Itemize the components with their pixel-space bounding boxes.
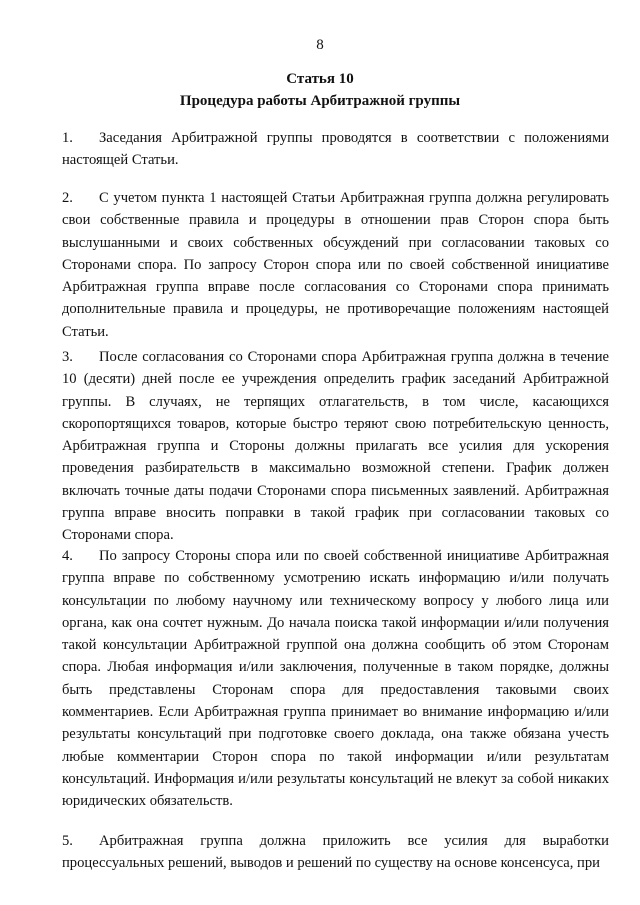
paragraph-number: 2. — [62, 190, 73, 206]
paragraph-text: Арбитражная группа должна приложить все усилия для выработки процессуальных решений, выводов и решений по существу на основе консенсуса, при — [62, 833, 609, 872]
paragraph-2 — [62, 187, 609, 343]
paragraph-text: После согласования со Сторонами спора Арбитражная группа должна в течение 10 (десяти) дней после ее учреждения определить график заседаний Арбитражной группы. В случаях, не терпящих отлагательств, в том числе, касающихся скоропортящихся товаров, которые быстро теряют свою потребительскую ценность, Арбитражная группа и Стороны должны прилагать все усилия для ускорения проведения разбирательств в максимально возможной степени. График должен включать точные даты подачи Сторонами спора письменных заявлений. Арбитражная группа вправе вносить поправки в такой график при согласовании таковых со Сторонами спора. — [62, 349, 609, 544]
paragraph-text: С учетом пункта 1 настоящей Статьи Арбитражная группа должна регулировать свои собственные правила и процедуры в отношении прав Сторон спора быть выслушанными и своих собственных обсуждений при согласовании таковых со Сторонами спора. По запросу Сторон спора или по своей собственной инициативе Арбитражная группа вправе после согласования со Сторонами спора принимать дополнительные правила и процедуры, не противоречащие положениям настоящей Статьи. — [62, 190, 609, 340]
paragraph-number: 3. — [62, 349, 73, 365]
paragraph-1 — [62, 127, 609, 172]
article-title: Статья 10 — [286, 71, 354, 87]
paragraph-number: 5. — [62, 833, 73, 849]
paragraph-number: 4. — [62, 548, 73, 564]
paragraph-number: 1. — [62, 130, 73, 146]
paragraph-4 — [62, 545, 609, 813]
paragraph-text: По запросу Стороны спора или по своей собственной инициативе Арбитражная группа вправе по собственному усмотрению искать информацию и/или получать консультации по любому научному или техническому вопросу у любого лица или органа, как она сочтет нужным. До начала поиска такой информации и/или получения такой консультации Арбитражной группой она должна сообщить об этом Сторонам спора. Любая информация и/или заключения, полученные в таком порядке, должны быть представлены Сторонам спора для предоставления таковыми своих комментариев. Если Арбитражная группа принимает во внимание информацию и/или результаты консультаций при подготовке своего доклада, она также обязана учесть любые комментарии Сторон спора по такой информации и/или результатам консультаций. Информация и/или результаты консультаций не влекут за собой никаких юридических обязательств. — [62, 548, 609, 810]
paragraph-5 — [62, 830, 609, 875]
paragraph-3 — [62, 346, 609, 547]
page-number: 8 — [316, 37, 324, 53]
article-subtitle: Процедура работы Арбитражной группы — [179, 93, 461, 109]
paragraph-text: Заседания Арбитражной группы проводятся в соответствии с положениями настоящей Статьи. — [62, 130, 609, 169]
